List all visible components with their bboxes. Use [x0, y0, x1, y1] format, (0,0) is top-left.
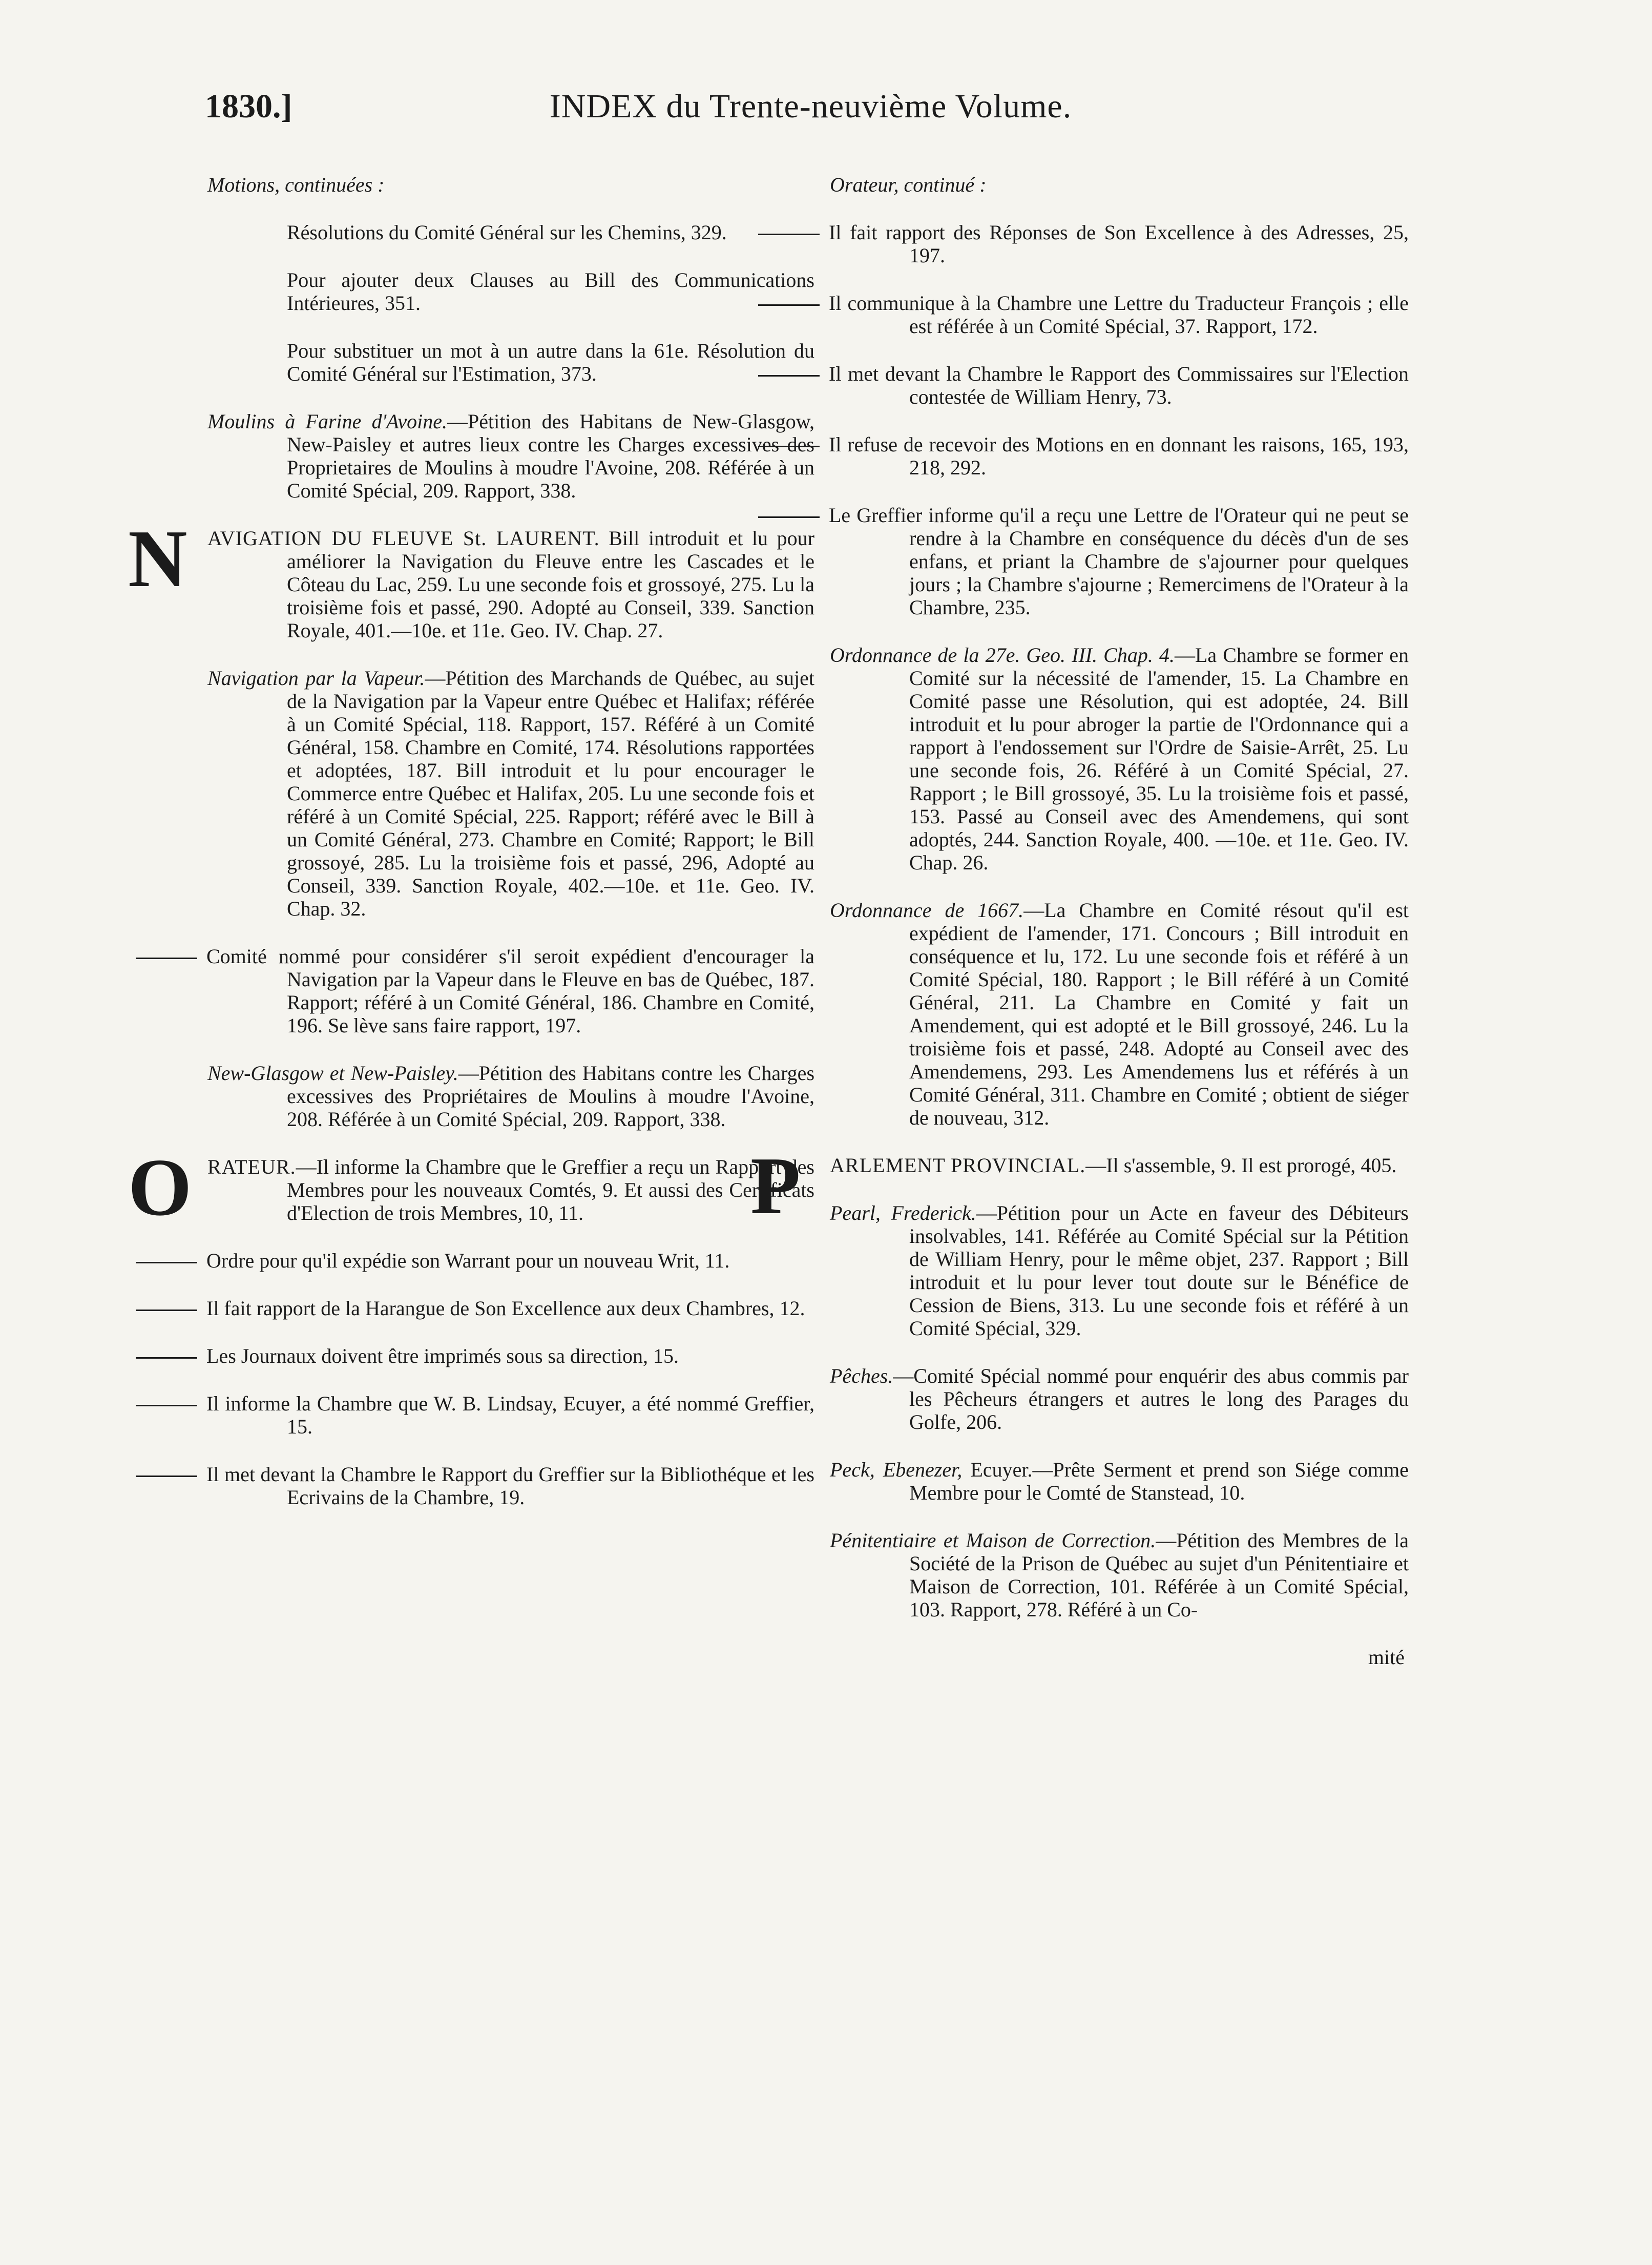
index-entry — [207, 1392, 814, 1438]
entry-heading: Pénitentiaire et Maison de Correction. — [830, 1529, 1156, 1552]
entry-text: —Pétition des Marchands de Québec, au sujet de la Navigation par la Vapeur entre Québec et Halifax; référée à un Comité Spécial, 118. Rapport, 157. Référé à un Comité Général, 158. Chambre en Comité, 174. Résolutions rapportées et adoptées, 187. Bill introduit et lu pour encourager le Commerce entre Québec et Halifax, 205. Lu une seconde fois et référé à un Comité Spécial, 225. Rapport; référé avec le Bill à un Comité Général, 273. Chambre en Comité; Rapport; le Bill grossoyé, 285. Lu la troisième fois et passé, 296, Adopté au Conseil, 339. Sanction Royale, 402.—10e. et 11e. Geo. IV. Chap. 32. — [287, 667, 814, 920]
continuation-dash — [136, 1476, 197, 1477]
entry-heading-caps: AVIGATION DU FLEUVE St. LAURENT. — [207, 527, 600, 550]
index-entry — [207, 221, 814, 244]
entry-text: —Pétition des Habitans de New-Glasgow, New-Paisley et autres lieux contre les Charges excessives des Proprietaires de Moulins à moudre l'Avoine, 208. Référée à un Comité Spécial, 209. Rapport, 338. — [287, 410, 814, 502]
continuation-dash — [136, 958, 197, 959]
continuation-dash — [758, 375, 820, 377]
catchword: mité — [1368, 1646, 1405, 1669]
continuation-dash — [758, 516, 820, 518]
entry-text: Bill introduit et lu pour améliorer la Navigation du Fleuve entre les Cascades et le Côteau du Lac, 259. Lu une seconde fois et grossoyé, 275. Lu la troisième fois et passé, 290. Adopté au Conseil, 339. Sanction Royale, 401.—10e. et 11e. Geo. IV. Chap. 27. — [287, 527, 815, 642]
entry-text: Il met devant la Chambre le Rapport du Greffier sur la Bibliothéque et les Ecrivains de la Chambre, 19. — [206, 1463, 814, 1509]
index-entry: ORATEUR.—Il informe la Chambre que le Greffier a reçu un Rapport des Membres pour les nouveaux Comtés, 9. Et aussi des Certificats d'Election de trois Membres, 10, 11. — [128, 1141, 814, 1233]
index-entry: P ARLEMENT PROVINCIAL.—Il s'assemble, 9. Il est prorogé, 405. — [750, 1140, 1397, 1231]
entry-heading: New-Glasgow et New-Paisley. — [207, 1062, 458, 1085]
entry-text: —Comité Spécial nommé pour enquérir des abus commis par les Pêcheurs étrangers et autres le long des Parages du Golfe, 206. — [893, 1364, 1409, 1433]
entry-heading-caps: RATEUR. — [207, 1155, 296, 1178]
index-entry — [207, 410, 814, 502]
entry-text: Pour ajouter deux Clauses au Bill des Communications Intérieures, 351. — [287, 268, 814, 315]
page-title: INDEX du Trente-neuvième Volume. — [549, 88, 1072, 125]
page-year: 1830.] — [205, 88, 292, 125]
index-entry — [830, 292, 1409, 338]
entry-text: Il communique à la Chambre une Lettre du Traducteur François ; elle est référée à un Comité Spécial, 37. Rapport, 172. — [829, 292, 1409, 338]
entry-heading: Ordonnance de la 27e. Geo. III. Chap. 4. — [830, 643, 1175, 667]
entry-heading: Ordonnance de 1667. — [830, 899, 1024, 922]
entry-text: Le Greffier informe qu'il a reçu une Lettre de l'Orateur qui ne peut se rendre à la Chambre en conséquence du décès d'un de ses enfans, et priant la Chambre de s'ajourner pour quelques jours ; la Chambre s'ajourne ; Remercimens de l'Orateur à la Chambre, 235. — [829, 504, 1409, 619]
index-entry — [830, 173, 1409, 196]
index-entry: NAVIGATION DU FLEUVE St. LAURENT. Bill introduit et lu pour améliorer la Navigation du Fleuve entre les Cascades et le Côteau du Lac, 259. Lu une seconde fois et grossoyé, 275. Lu la troisième fois et passé, 290. Adopté au Conseil, 339. Sanction Royale, 401.—10e. et 11e. Geo. IV. Chap. 27. — [128, 513, 815, 642]
index-entry — [207, 339, 814, 385]
continuation-dash — [136, 1262, 197, 1263]
continuation-dash — [758, 234, 820, 235]
index-entry — [207, 1062, 814, 1131]
index-entry — [830, 1458, 1409, 1504]
index-entry — [830, 504, 1409, 619]
entry-text: Il fait rapport des Réponses de Son Excellence à des Adresses, 25, 197. — [829, 221, 1409, 267]
index-entry — [830, 899, 1409, 1129]
index-entry — [830, 362, 1409, 408]
index-entry — [830, 1529, 1409, 1621]
entry-text: Ecuyer.—Prête Serment et prend son Siége comme Membre pour le Comté de Stanstead, 10. — [909, 1458, 1409, 1504]
entry-heading: Orateur, continué : — [830, 173, 987, 196]
entry-heading-caps: ARLEMENT PROVINCIAL. — [830, 1154, 1086, 1177]
right-column — [750, 153, 1409, 1669]
continuation-dash — [136, 1310, 197, 1311]
entry-text: Comité nommé pour considérer s'il seroit expédient d'encourager la Navigation par la Vapeur dans le Fleuve en bas de Québec, 187. Rapport; référé à un Comité Général, 186. Chambre en Comité, 196. Se lève sans faire rapport, 197. — [206, 945, 814, 1037]
entry-text: —Pétition pour un Acte en faveur des Débiteurs insolvables, 141. Référée au Comité Spécial sur la Pétition de William Henry, pour le même objet, 237. Rapport ; Bill introduit et lu pour lever tout doute sur le Bénéfice de Cession de Biens, 313. Lu une seconde fois et référé à un Comité Spécial, 329. — [909, 1201, 1409, 1340]
index-entry — [207, 173, 814, 196]
entry-text: —Pétition des Membres de la Société de la Prison de Québec au sujet d'un Pénitentiaire et Maison de Correction, 101. Référée à un Comité Spécial, 103. Rapport, 278. Référé à un Co- — [909, 1529, 1409, 1621]
entry-text: Pour substituer un mot à un autre dans la 61e. Résolution du Comité Général sur l'Estimation, 373. — [287, 339, 814, 385]
entry-text: —La Chambre se former en Comité sur la nécessité de l'amender, 15. La Chambre en Comité passe une Résolution, qui est adoptée, 24. Bill introduit et lu pour abroger la partie de l'Ordonnance qui a rapport à l'endossement sur l'Ordre de Saisie-Arrêt, 25. Lu une seconde fois, 26. Référé à un Comité Spécial, 27. Rapport ; le Bill grossoyé, 35. Lu la troisième fois et passé, 153. Passé au Conseil avec des Amendemens, qui sont adoptés, 244. Sanction Royale, 400. —10e. et 11e. Geo. IV. Chap. 26. — [909, 643, 1409, 874]
index-entry — [207, 1297, 814, 1320]
index-entry — [830, 643, 1409, 874]
entry-text: Les Journaux doivent être imprimés sous sa direction, 15. — [206, 1344, 679, 1367]
left-column — [128, 153, 815, 1533]
continuation-dash — [758, 446, 820, 447]
continuation-dash — [136, 1405, 197, 1406]
index-entry — [830, 433, 1409, 479]
entry-heading: Navigation par la Vapeur. — [207, 667, 425, 690]
index-entry — [207, 1344, 814, 1367]
index-entry — [207, 1249, 814, 1272]
index-entry — [830, 1364, 1409, 1433]
entry-text: Ordre pour qu'il expédie son Warrant pour un nouveau Writ, 11. — [206, 1249, 730, 1272]
entry-text: —Pétition des Habitans contre les Charges excessives des Propriétaires de Moulins à moudre l'Avoine, 208. Référée à un Comité Spécial, 209. Rapport, 338. — [287, 1062, 815, 1131]
index-entry — [830, 1201, 1409, 1340]
entry-text: Il met devant la Chambre le Rapport des Commissaires sur l'Election contestée de William Henry, 73. — [829, 362, 1409, 408]
continuation-dash — [758, 304, 820, 306]
entry-text: Il refuse de recevoir des Motions en en donnant les raisons, 165, 193, 218, 292. — [829, 433, 1409, 479]
continuation-dash — [136, 1357, 197, 1359]
entry-heading: Moulins à Farine d'Avoine. — [207, 410, 447, 433]
index-entry — [207, 667, 814, 920]
running-header — [205, 87, 1416, 138]
entry-text: —Il s'assemble, 9. Il est prorogé, 405. — [1085, 1154, 1397, 1177]
entry-text: Il fait rapport de la Harangue de Son Excellence aux deux Chambres, 12. — [206, 1297, 805, 1320]
entry-text: —Il informe la Chambre que le Greffier a reçu un Rapport des Membres pour les nouveaux Comtés, 9. Et aussi des Certificats d'Election de trois Membres, 10, 11. — [287, 1155, 814, 1224]
entry-text: Résolutions du Comité Général sur les Chemins, 329. — [287, 221, 727, 244]
index-entry — [830, 221, 1409, 267]
index-entry — [207, 945, 814, 1037]
entry-text: Il informe la Chambre que W. B. Lindsay, Ecuyer, a été nommé Greffier, 15. — [206, 1392, 814, 1438]
entry-text: —La Chambre en Comité résout qu'il est expédient de l'amender, 171. Concours ; Bill introduit en conséquence et lu, 172. Lu une seconde fois et référé à un Comité Spécial, 180. Rapport ; le Bill référé à un Comité Général, 211. La Chambre en Comité y fait un Amendement, qui est adopté et le Bill grossoyé, 246. Lu la troisième fois et passé, 248. Adopté au Conseil avec des Amendemens, 293. Les Amendemens lus et référés à un Comité Général, 311. Chambre en Comité ; obtient de siéger de nouveau, 312. — [909, 899, 1409, 1129]
entry-heading: Peck, Ebenezer, — [830, 1458, 963, 1481]
index-entry — [207, 268, 814, 315]
index-entry — [207, 1463, 814, 1509]
entry-heading: Pêches. — [830, 1364, 893, 1387]
entry-heading: Pearl, Frederick. — [830, 1201, 976, 1224]
entry-heading: Motions, continuées : — [207, 173, 385, 196]
